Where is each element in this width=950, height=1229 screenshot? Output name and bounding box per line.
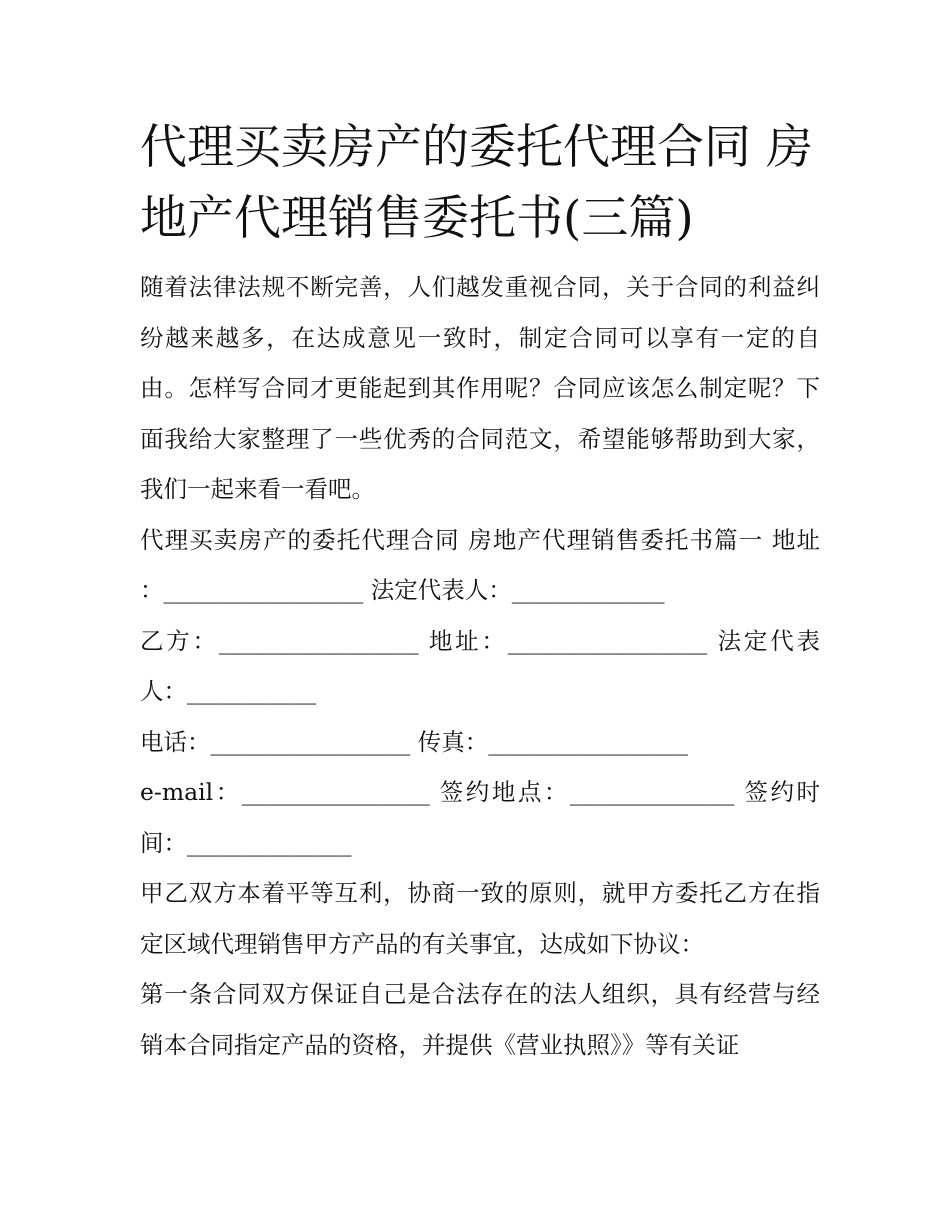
signing-info: e-mail：________________ 签约地点：______________ 签约时间：______________ — [140, 778, 820, 857]
document-page — [140, 112, 820, 1070]
intro-paragraph: 随着法律法规不断完善，人们越发重视合同，关于合同的利益纠纷越来越多，在达成意见一致时，制定合同可以享有一定的自由。怎样写合同才更能起到其作用呢？合同应该怎么制定呢？下面我给大家整理了一些优秀的合同范文，希望能够帮助到大家，我们一起来看一看吧。 — [140, 273, 820, 503]
party-a-info: 代理买卖房产的委托代理合同 房地产代理销售委托书篇一 地址 ：_________________ 法定代表人：_____________ — [140, 525, 820, 604]
agreement-preamble: 甲乙双方本着平等互利，协商一致的原则，就甲方委托乙方在指定区域代理销售甲方产品的有关事宜，达成如下协议： — [140, 879, 820, 958]
contact-info: 电话：_________________ 传真：_________________ — [140, 727, 688, 756]
document-title: 代理买卖房产的委托代理合同 房地产代理销售委托书(三篇) — [140, 120, 813, 246]
party-b-info: 乙方：_________________ 地址：_________________ 法定代表人：___________ — [140, 626, 820, 705]
article-one: 第一条合同双方保证自己是合法存在的法人组织，具有经营与经销本合同指定产品的资格，并提供《营业执照》》等有关证 — [140, 980, 820, 1059]
document-body — [140, 262, 820, 1070]
